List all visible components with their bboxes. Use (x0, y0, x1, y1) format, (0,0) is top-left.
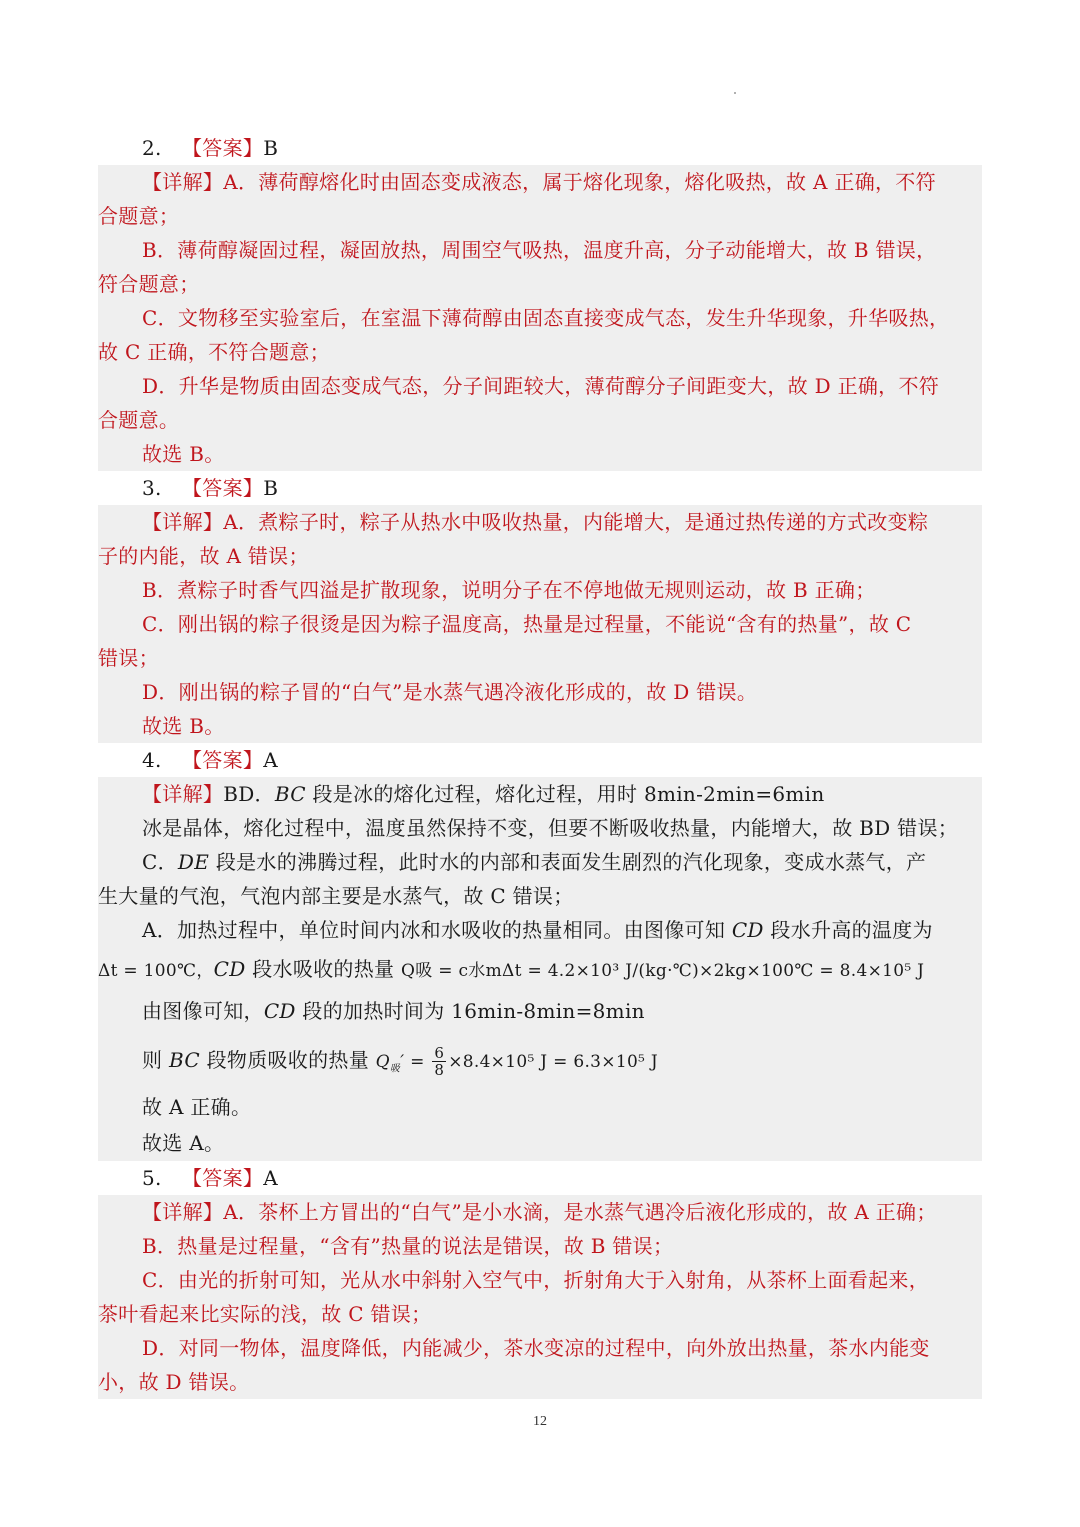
q3-explain-line-5: 错误； (98, 641, 982, 675)
q3-explain-line-6: D．刚出锅的粽子冒的“白气”是水蒸气遇冷液化形成的，故 D 错误。 (98, 675, 982, 709)
q2-number: 2. (142, 136, 162, 160)
q3-number: 3. (142, 476, 162, 500)
q4-explain-line-9: 故 A 正确。 (98, 1089, 982, 1125)
q4-explain-line-1 (98, 777, 982, 811)
q4-explain-line-8 (98, 1031, 982, 1089)
q5-answer-line (98, 1161, 982, 1195)
q4-explain-line-6 (98, 947, 982, 991)
q3-conclusion: 故选 B。 (98, 709, 982, 743)
q4-l8-segment-bc: BC (168, 1048, 200, 1072)
q4-l5-segment-cd: CD (731, 918, 764, 942)
q4-l1-segment-bc: BC (274, 782, 306, 806)
q4-conclusion: 故选 A。 (98, 1125, 982, 1161)
q5-answer-tag: 【答案】 (182, 1166, 264, 1190)
q4-l8-prefix: 则 (142, 1048, 169, 1072)
q2-explain-line-7: D．升华是物质由固态变成气态，分子间距较大，薄荷醇分子间距变大，故 D 正确，不符 (98, 369, 982, 403)
q4-l5-prefix: A．加热过程中，单位时间内冰和水吸收的热量相同。由图像可知 (142, 918, 732, 942)
q5-explain-line-3: C．由光的折射可知，光从水中斜射入空气中，折射角大于入射角，从茶杯上面看起来， (98, 1263, 982, 1297)
q4-answer-line (98, 743, 982, 777)
q4-l7-segment-cd: CD (263, 999, 296, 1023)
q4-explain-line-5 (98, 913, 982, 947)
q2-explain-line-6: 故 C 正确，不符合题意； (98, 335, 982, 369)
q4-l5-text: 段水升高的温度为 (763, 918, 933, 942)
q4-l7-prefix: 由图像可知， (142, 999, 264, 1023)
q5-explain-line-6: 小，故 D 错误。 (98, 1365, 982, 1399)
q2-explain-line-8: 合题意。 (98, 403, 982, 437)
q5-explain-line-2: B．热量是过程量，“含有”热量的说法是错误，故 B 错误； (98, 1229, 982, 1263)
q2-explain-line-4: 符合题意； (98, 267, 982, 301)
q4-explain-line-7 (98, 991, 982, 1031)
q5-answer-value: A (263, 1166, 278, 1190)
q3-answer-line (98, 471, 982, 505)
q2-explain-line-1: 【详解】A．薄荷醇熔化时由固态变成液态，属于熔化现象，熔化吸热，故 A 正确，不符 (98, 165, 982, 199)
scan-dot (734, 92, 736, 94)
q4-q-absorbed: $Q_吸'$ = (375, 1052, 431, 1075)
q4-l1-text: 段是冰的熔化过程，熔化过程，用时 8min-2min=6min (305, 782, 825, 806)
q5-number: 5. (142, 1166, 162, 1190)
q3-explain-line-1: 【详解】A．煮粽子时，粽子从热水中吸收热量，内能增大，是通过热传递的方式改变粽 (98, 505, 982, 539)
q3-explain-line-2: 子的内能，故 A 错误； (98, 539, 982, 573)
q4-bc-heat-formula: ×8.4×10⁵ J = 6.3×10⁵ J (448, 1052, 658, 1072)
q4-explain-line-3 (98, 845, 982, 879)
q5-explain-line-5: D．对同一物体，温度降低，内能减少，茶水变凉的过程中，向外放出热量，茶水内能变 (98, 1331, 982, 1365)
q3-explain-line-3: B．煮粽子时香气四溢是扩散现象，说明分子在不停地做无规则运动，故 B 正确； (98, 573, 982, 607)
q4-l6-segment-cd: CD (213, 957, 246, 981)
q4-answer-tag: 【答案】 (182, 748, 264, 772)
q4-l1-prefix: BD． (223, 782, 275, 806)
q2-answer-tag: 【答案】 (182, 136, 264, 160)
page-number: 12 (533, 1414, 547, 1429)
q4-l3-prefix: C． (142, 850, 178, 874)
q4-number: 4. (142, 748, 162, 772)
q3-answer-tag: 【答案】 (182, 476, 264, 500)
q3-explain-line-4: C．刚出锅的粽子很烫是因为粽子温度高，热量是过程量，不能说“含有的热量”，故 C (98, 607, 982, 641)
q4-detail-tag: 【详解】 (142, 782, 224, 806)
q4-fraction (432, 1045, 446, 1078)
q4-answer-value: A (263, 748, 278, 772)
q2-answer-value: B (263, 136, 279, 160)
q5-explain-line-4: 茶叶看起来比实际的浅，故 C 错误； (98, 1297, 982, 1331)
q2-answer-line (98, 131, 982, 165)
q4-heat-formula: Q吸 = c水mΔt = 4.2×10³ J/(kg·℃)×2kg×100℃ = 8.4×10⁵ J (401, 961, 925, 981)
q5-explain-line-1: 【详解】A．茶杯上方冒出的“白气”是小水滴，是水蒸气遇冷后液化形成的，故 A 正确； (98, 1195, 982, 1229)
q4-l7-text: 段的加热时间为 16min-8min=8min (295, 999, 645, 1023)
q2-conclusion: 故选 B。 (98, 437, 982, 471)
q4-delta-t: Δt = 100℃， (98, 961, 214, 981)
q4-l8-text: 段物质吸收的热量 (199, 1048, 376, 1072)
q3-answer-value: B (263, 476, 279, 500)
q4-l6-text: 段水吸收的热量 (245, 957, 401, 981)
q4-l3-segment-de: DE (177, 850, 210, 874)
q4-fraction-denominator: 8 (434, 1061, 445, 1079)
q2-explain-line-2: 合题意； (98, 199, 982, 233)
q4-l3-text: 段是水的沸腾过程，此时水的内部和表面发生剧烈的汽化现象，变成水蒸气，产 (209, 850, 927, 874)
q4-explain-line-4: 生大量的气泡，气泡内部主要是水蒸气，故 C 错误； (98, 879, 982, 913)
q4-fraction-numerator: 6 (434, 1044, 445, 1062)
q2-explain-line-3: B．薄荷醇凝固过程，凝固放热，周围空气吸热，温度升高，分子动能增大，故 B 错误， (98, 233, 982, 267)
q4-explain-line-2: 冰是晶体，熔化过程中，温度虽然保持不变，但要不断吸收热量，内能增大，故 BD 错误； (98, 811, 982, 845)
q2-explain-line-5: C．文物移至实验室后，在室温下薄荷醇由固态直接变成气态，发生升华现象，升华吸热， (98, 301, 982, 335)
